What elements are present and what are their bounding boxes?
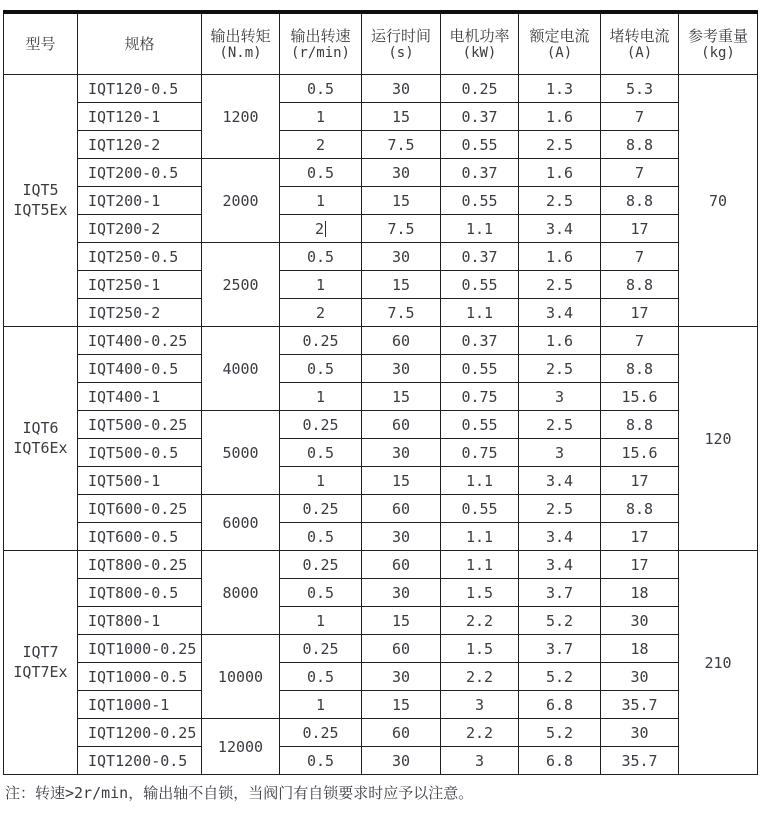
cell-torque[interactable]: 1200: [202, 75, 280, 159]
cell-rated-current[interactable]: 2.5: [519, 131, 601, 159]
cell-stall-current[interactable]: 8.8: [601, 131, 679, 159]
cell-spec[interactable]: IQT200-0.5: [78, 159, 202, 187]
cell-time[interactable]: 15: [362, 187, 441, 215]
cell-stall-current[interactable]: 5.3: [601, 75, 679, 103]
cell-power[interactable]: 2.2: [441, 663, 519, 691]
cell-rated-current[interactable]: 2.5: [519, 495, 601, 523]
cell-spec[interactable]: IQT800-0.5: [78, 579, 202, 607]
header-spec[interactable]: 规格: [78, 12, 202, 75]
header-rated-current[interactable]: 额定电流 (A): [519, 12, 601, 75]
cell-spec[interactable]: IQT200-1: [78, 187, 202, 215]
cell-rated-current[interactable]: 6.8: [519, 747, 601, 775]
cell-speed[interactable]: 0.25: [280, 327, 362, 355]
cell-speed[interactable]: 1: [280, 383, 362, 411]
cell-time[interactable]: 15: [362, 607, 441, 635]
cell-torque[interactable]: 4000: [202, 327, 280, 411]
table-row: [4, 635, 758, 663]
cell-spec[interactable]: IQT1200-0.5: [78, 747, 202, 775]
cell-rated-current[interactable]: 6.8: [519, 691, 601, 719]
cell-time[interactable]: 30: [362, 355, 441, 383]
cell-power[interactable]: 1.5: [441, 579, 519, 607]
cell-power[interactable]: 0.75: [441, 439, 519, 467]
cell-stall-current[interactable]: 7: [601, 103, 679, 131]
table-row: [4, 719, 758, 747]
cell-time[interactable]: 60: [362, 635, 441, 663]
cell-time[interactable]: 7.5: [362, 215, 441, 243]
cell-spec[interactable]: IQT400-0.5: [78, 355, 202, 383]
cell-power[interactable]: 1.1: [441, 523, 519, 551]
cell-speed[interactable]: 1: [280, 607, 362, 635]
cell-stall-current[interactable]: 17: [601, 467, 679, 495]
cell-model-iqt5[interactable]: IQT5 IQT5Ex: [4, 75, 78, 327]
cell-rated-current[interactable]: 3.7: [519, 579, 601, 607]
cell-rated-current[interactable]: 5.2: [519, 607, 601, 635]
table-row: [4, 243, 758, 271]
cell-spec[interactable]: IQT400-0.25: [78, 327, 202, 355]
table-row: [4, 299, 758, 327]
cell-rated-current[interactable]: 2.5: [519, 271, 601, 299]
cell-torque[interactable]: 12000: [202, 719, 280, 775]
cell-spec[interactable]: IQT1200-0.25: [78, 719, 202, 747]
table-row: [4, 75, 758, 103]
cell-stall-current[interactable]: 8.8: [601, 271, 679, 299]
cell-speed[interactable]: 1: [280, 187, 362, 215]
cell-speed[interactable]: 0.25: [280, 551, 362, 579]
header-row: [4, 12, 758, 75]
cell-speed[interactable]: 1: [280, 103, 362, 131]
cell-stall-current[interactable]: 7: [601, 159, 679, 187]
cell-time[interactable]: 15: [362, 383, 441, 411]
table-row: [4, 103, 758, 131]
table-row: [4, 159, 758, 187]
cell-speed[interactable]: 0.5: [280, 243, 362, 271]
cell-stall-current[interactable]: 17: [601, 299, 679, 327]
cell-stall-current[interactable]: 30: [601, 719, 679, 747]
cell-spec[interactable]: IQT120-0.5: [78, 75, 202, 103]
footnote[interactable]: 注：转速>2r/min，输出轴不自锁，当阀门有自锁要求时应予以注意。: [5, 784, 474, 802]
cell-rated-current[interactable]: 3.4: [519, 467, 601, 495]
cell-time[interactable]: 60: [362, 719, 441, 747]
cell-speed[interactable]: 1: [280, 467, 362, 495]
cell-power[interactable]: 0.55: [441, 355, 519, 383]
cell-spec[interactable]: IQT120-2: [78, 131, 202, 159]
cell-power[interactable]: 1.5: [441, 635, 519, 663]
header-motor-power[interactable]: 电机功率 (kW): [441, 12, 519, 75]
cell-spec[interactable]: IQT120-1: [78, 103, 202, 131]
cell-rated-current[interactable]: 5.2: [519, 719, 601, 747]
cell-speed[interactable]: 0.5: [280, 579, 362, 607]
cell-speed[interactable]: 2: [280, 299, 362, 327]
cell-power[interactable]: 1.1: [441, 299, 519, 327]
cell-torque[interactable]: 2000: [202, 159, 280, 243]
cell-time[interactable]: 30: [362, 663, 441, 691]
cell-stall-current[interactable]: 15.6: [601, 439, 679, 467]
cell-rated-current[interactable]: 3: [519, 439, 601, 467]
cell-stall-current[interactable]: 17: [601, 551, 679, 579]
cell-spec[interactable]: IQT500-0.25: [78, 411, 202, 439]
cell-power[interactable]: 0.37: [441, 327, 519, 355]
header-ref-weight[interactable]: 参考重量 (kg): [679, 12, 758, 75]
cell-power[interactable]: 3: [441, 747, 519, 775]
cell-speed[interactable]: 1: [280, 271, 362, 299]
cell-time[interactable]: 15: [362, 103, 441, 131]
cell-weight[interactable]: 120: [679, 327, 758, 551]
cell-speed[interactable]: 0.25: [280, 635, 362, 663]
cell-speed[interactable]: 1: [280, 691, 362, 719]
cell-rated-current[interactable]: 1.6: [519, 159, 601, 187]
cell-power[interactable]: 0.37: [441, 103, 519, 131]
cell-spec[interactable]: IQT1000-0.5: [78, 663, 202, 691]
cell-power[interactable]: 1.1: [441, 467, 519, 495]
cell-time[interactable]: 60: [362, 551, 441, 579]
cell-model-iqt7[interactable]: IQT7 IQT7Ex: [4, 551, 78, 775]
cell-stall-current[interactable]: 17: [601, 215, 679, 243]
cell-rated-current[interactable]: 1.3: [519, 75, 601, 103]
cell-time[interactable]: 60: [362, 327, 441, 355]
cell-rated-current[interactable]: 3.4: [519, 551, 601, 579]
cell-rated-current[interactable]: 5.2: [519, 663, 601, 691]
cell-stall-current[interactable]: 35.7: [601, 747, 679, 775]
cell-spec[interactable]: IQT500-1: [78, 467, 202, 495]
cell-spec[interactable]: IQT600-0.25: [78, 495, 202, 523]
cell-power[interactable]: 2.2: [441, 607, 519, 635]
cell-stall-current[interactable]: 8.8: [601, 495, 679, 523]
cell-time[interactable]: 7.5: [362, 131, 441, 159]
cell-spec[interactable]: IQT250-1: [78, 271, 202, 299]
cell-weight[interactable]: 210: [679, 551, 758, 775]
cell-time[interactable]: 60: [362, 495, 441, 523]
cell-rated-current[interactable]: 3.4: [519, 215, 601, 243]
cell-time[interactable]: 7.5: [362, 299, 441, 327]
cell-speed[interactable]: 0.25: [280, 719, 362, 747]
cell-stall-current[interactable]: 8.8: [601, 355, 679, 383]
cell-rated-current[interactable]: 1.6: [519, 243, 601, 271]
table-row: [4, 383, 758, 411]
cell-power[interactable]: 0.55: [441, 411, 519, 439]
cell-power[interactable]: 0.37: [441, 243, 519, 271]
cell-rated-current[interactable]: 1.6: [519, 327, 601, 355]
table-row: [4, 271, 758, 299]
cell-power[interactable]: 1.1: [441, 215, 519, 243]
table-row: [4, 131, 758, 159]
cell-time[interactable]: 30: [362, 159, 441, 187]
header-model[interactable]: 型号: [4, 12, 78, 75]
cell-power[interactable]: 3: [441, 691, 519, 719]
cell-speed[interactable]: 0.25: [280, 495, 362, 523]
cell-power[interactable]: 1.1: [441, 551, 519, 579]
cell-spec[interactable]: IQT800-1: [78, 607, 202, 635]
cell-spec[interactable]: IQT250-0.5: [78, 243, 202, 271]
cell-speed[interactable]: 0.5: [280, 439, 362, 467]
table-row: [4, 439, 758, 467]
cell-model-iqt6[interactable]: IQT6 IQT6Ex: [4, 327, 78, 551]
cell-torque[interactable]: 8000: [202, 551, 280, 635]
cell-speed[interactable]: 0.5: [280, 159, 362, 187]
cell-speed[interactable]: 0.5: [280, 747, 362, 775]
cell-spec[interactable]: IQT800-0.25: [78, 551, 202, 579]
cell-power[interactable]: 0.75: [441, 383, 519, 411]
cell-rated-current[interactable]: 3: [519, 383, 601, 411]
cell-torque[interactable]: 2500: [202, 243, 280, 327]
cell-spec[interactable]: IQT1000-1: [78, 691, 202, 719]
cell-spec[interactable]: IQT250-2: [78, 299, 202, 327]
cell-torque[interactable]: 10000: [202, 635, 280, 719]
table-row: [4, 747, 758, 775]
cell-power[interactable]: 0.55: [441, 271, 519, 299]
cell-rated-current[interactable]: 1.6: [519, 103, 601, 131]
cell-spec[interactable]: IQT1000-0.25: [78, 635, 202, 663]
text-cursor: [325, 221, 326, 237]
cell-rated-current[interactable]: 3.7: [519, 635, 601, 663]
cell-rated-current[interactable]: 3.4: [519, 523, 601, 551]
cell-spec[interactable]: IQT200-2: [78, 215, 202, 243]
cell-time[interactable]: 60: [362, 411, 441, 439]
cell-torque[interactable]: 5000: [202, 411, 280, 495]
cell-stall-current[interactable]: 7: [601, 243, 679, 271]
header-output-torque[interactable]: 输出转矩 (N.m): [202, 12, 280, 75]
cell-time[interactable]: 30: [362, 523, 441, 551]
cell-power[interactable]: 0.55: [441, 187, 519, 215]
cell-stall-current[interactable]: 18: [601, 635, 679, 663]
cell-speed[interactable]: 0.5: [280, 663, 362, 691]
header-stall-current[interactable]: 堵转电流 (A): [601, 12, 679, 75]
cell-time[interactable]: 15: [362, 271, 441, 299]
cell-speed[interactable]: 0.5: [280, 75, 362, 103]
cell-stall-current[interactable]: 35.7: [601, 691, 679, 719]
cell-power[interactable]: 0.55: [441, 131, 519, 159]
cell-speed[interactable]: 2: [280, 131, 362, 159]
cell-weight[interactable]: 70: [679, 75, 758, 327]
table-row: [4, 579, 758, 607]
cell-rated-current[interactable]: 2.5: [519, 187, 601, 215]
table-row: [4, 187, 758, 215]
cell-time[interactable]: 15: [362, 691, 441, 719]
cell-stall-current[interactable]: 8.8: [601, 187, 679, 215]
cell-rated-current[interactable]: 3.4: [519, 299, 601, 327]
cell-stall-current[interactable]: 18: [601, 579, 679, 607]
cell-rated-current[interactable]: 2.5: [519, 411, 601, 439]
cell-power[interactable]: 0.55: [441, 495, 519, 523]
cell-power[interactable]: 2.2: [441, 719, 519, 747]
table-row: [4, 495, 758, 523]
table-row: [4, 607, 758, 635]
cell-speed-text: 2: [314, 219, 325, 238]
table-row: [4, 327, 758, 355]
cell-speed[interactable]: [280, 215, 362, 243]
cell-stall-current[interactable]: 30: [601, 663, 679, 691]
cell-time[interactable]: 30: [362, 579, 441, 607]
header-run-time[interactable]: 运行时间 (s): [362, 12, 441, 75]
cell-stall-current[interactable]: 15.6: [601, 383, 679, 411]
header-output-speed[interactable]: 输出转速 (r/min): [280, 12, 362, 75]
cell-time[interactable]: 15: [362, 467, 441, 495]
table-row: [4, 411, 758, 439]
cell-spec[interactable]: IQT400-1: [78, 383, 202, 411]
cell-time[interactable]: 30: [362, 243, 441, 271]
cell-time[interactable]: 30: [362, 75, 441, 103]
cell-power[interactable]: 0.25: [441, 75, 519, 103]
table-row: [4, 355, 758, 383]
table-row: [4, 467, 758, 495]
cell-torque[interactable]: 6000: [202, 495, 280, 551]
cell-stall-current[interactable]: 7: [601, 327, 679, 355]
cell-stall-current[interactable]: 8.8: [601, 411, 679, 439]
table-row: [4, 551, 758, 579]
cell-power[interactable]: 0.37: [441, 159, 519, 187]
actuator-spec-table: [3, 10, 758, 775]
cell-time[interactable]: 30: [362, 439, 441, 467]
table-row: [4, 523, 758, 551]
cell-rated-current[interactable]: 2.5: [519, 355, 601, 383]
cell-stall-current[interactable]: 17: [601, 523, 679, 551]
table-row: [4, 691, 758, 719]
cell-spec[interactable]: IQT600-0.5: [78, 523, 202, 551]
cell-speed[interactable]: 0.25: [280, 411, 362, 439]
cell-time[interactable]: 30: [362, 747, 441, 775]
cell-speed[interactable]: 0.5: [280, 523, 362, 551]
cell-spec[interactable]: IQT500-0.5: [78, 439, 202, 467]
cell-stall-current[interactable]: 30: [601, 607, 679, 635]
table-row: [4, 663, 758, 691]
table-row: [4, 215, 758, 243]
cell-speed[interactable]: 0.5: [280, 355, 362, 383]
